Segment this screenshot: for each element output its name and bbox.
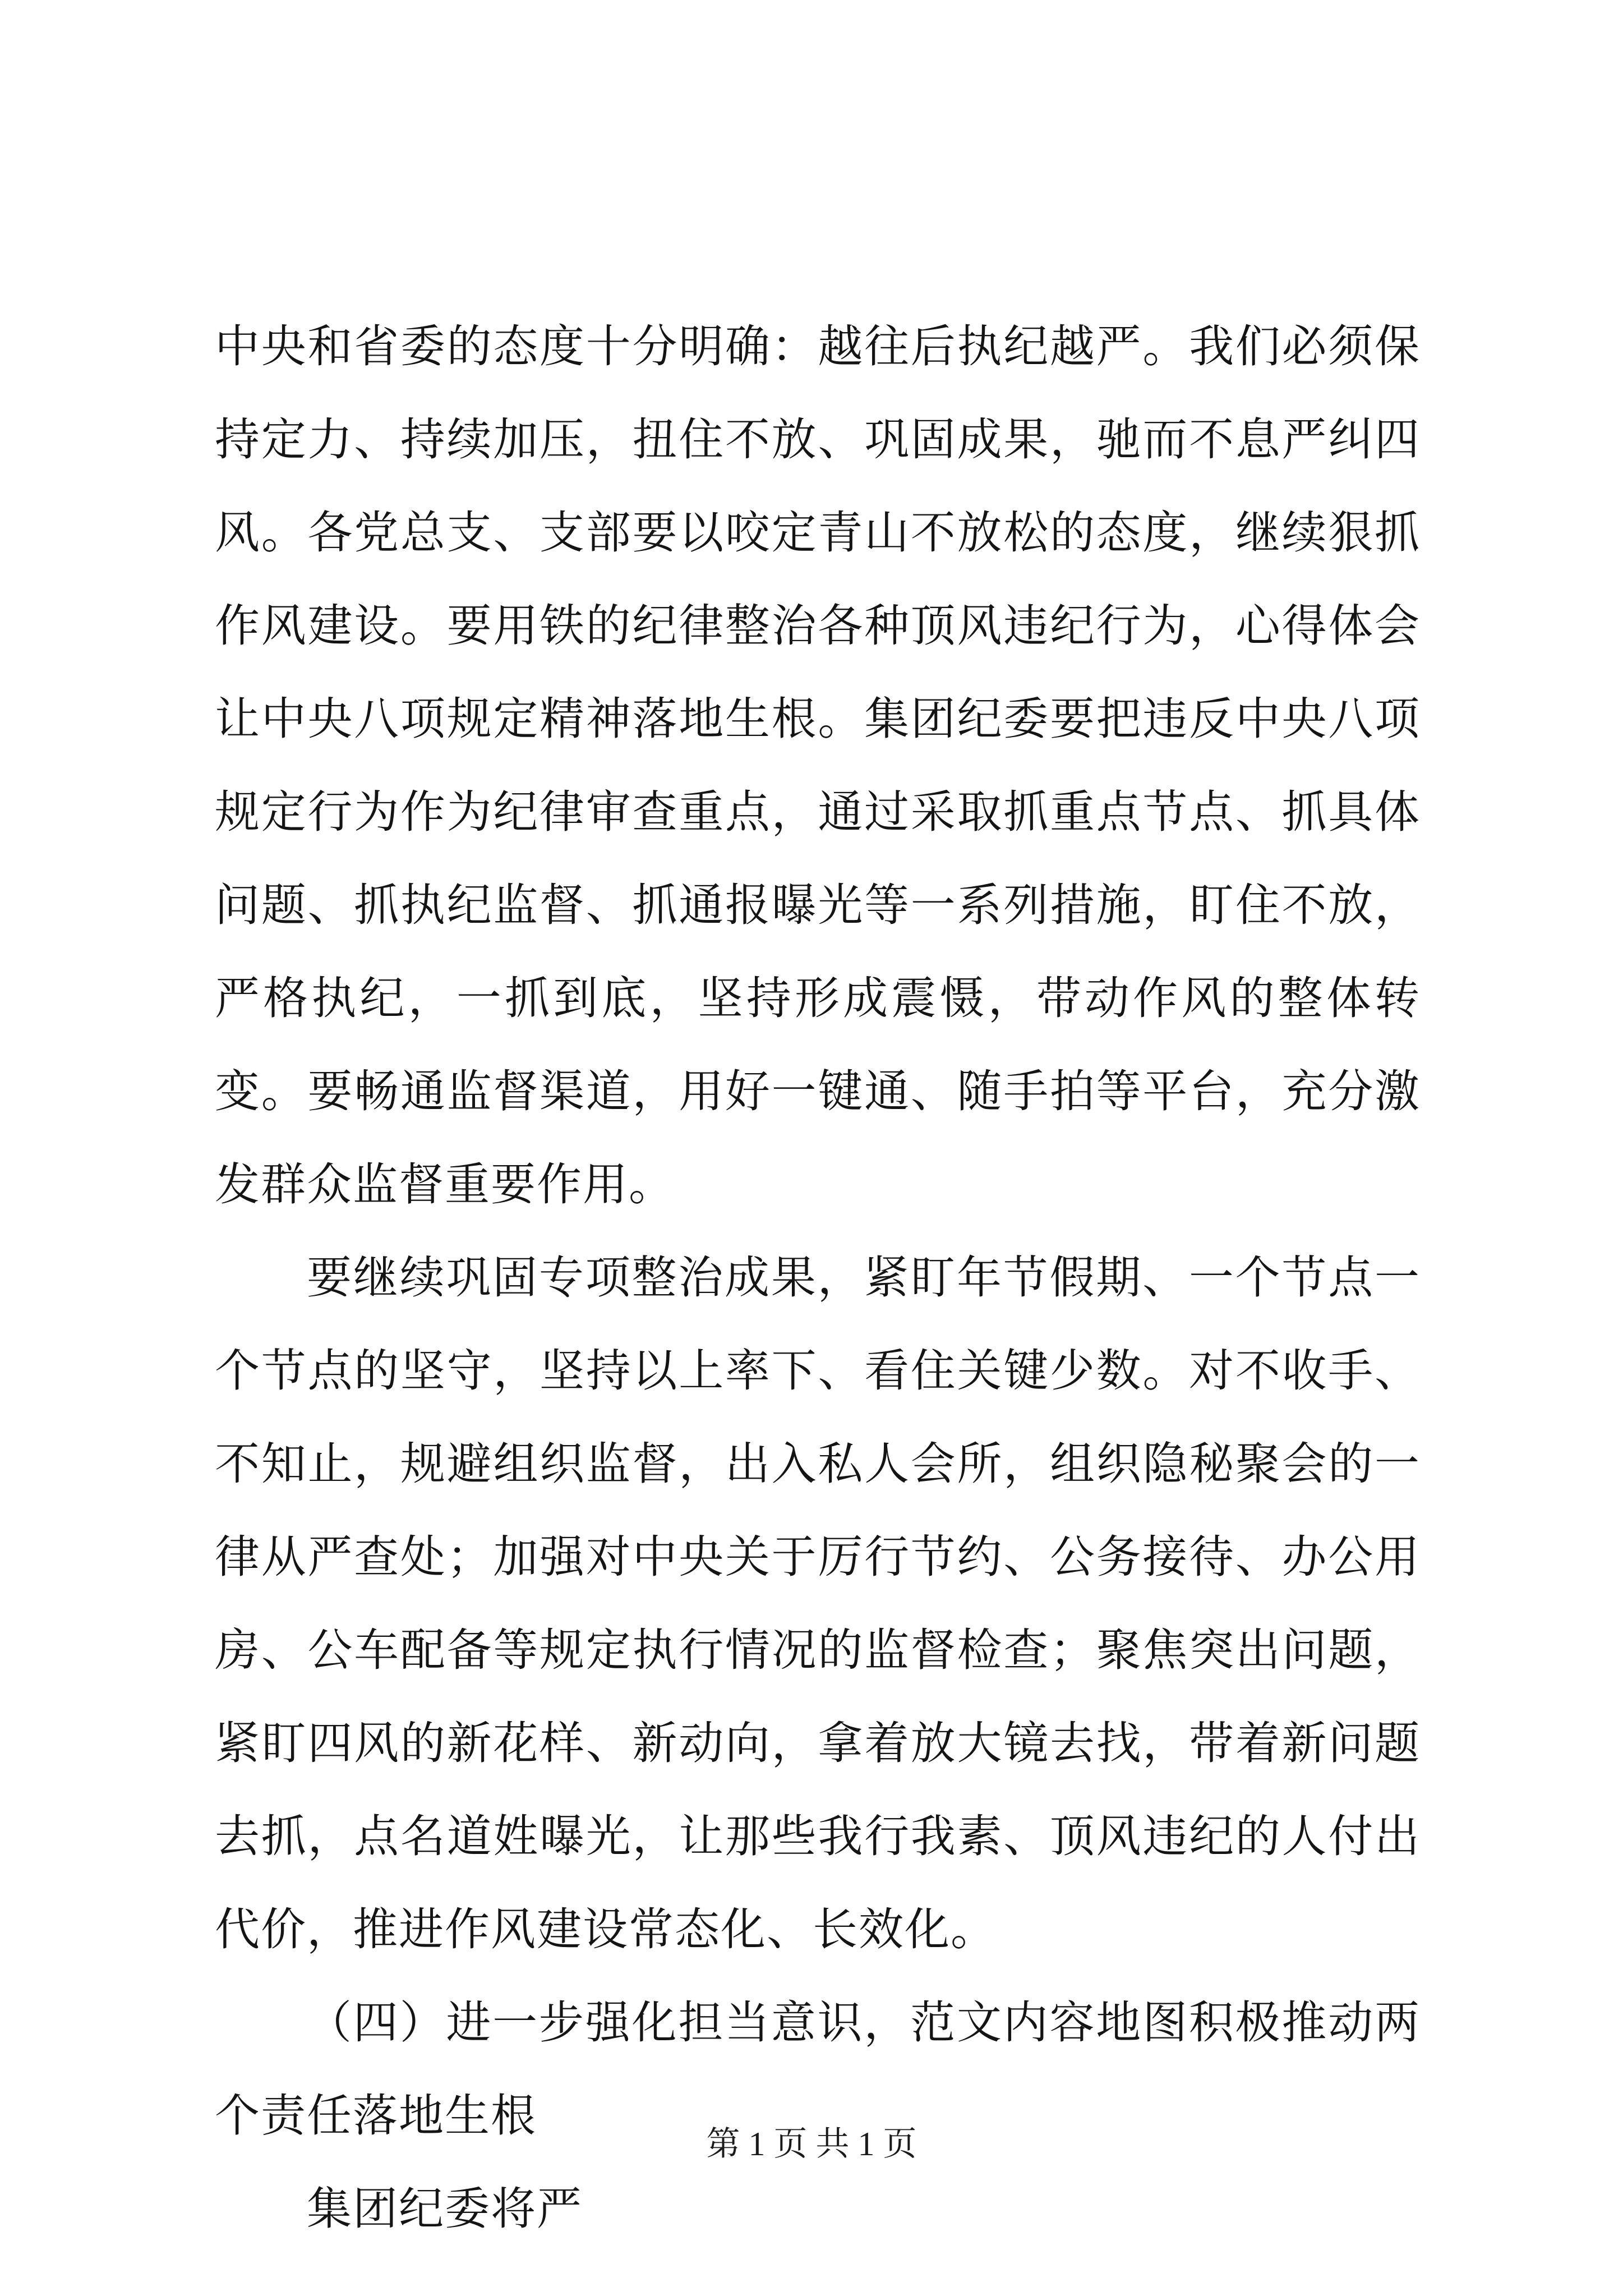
paragraph-rectification-results: 要继续巩固专项整治成果，紧盯年节假期、一个节点一个节点的坚守，坚持以上率下、看住关键少数。对不收手、不知止，规避组织监督，出入私人会所，组织隐秘聚会的一律从严查处；加强对中央关于厉行节约、公务接待、办公用房、公车配备等规定执行情况的监督检查；聚焦突出问题，紧盯四风的新花样、新动向，拿着放大镜去找，带着新问题去抓，点名道姓曝光，让那些我行我素、顶风违纪的人付出代价，推进作风建设常态化、长效化。 xyxy=(215,1251,1421,1955)
section-heading-four: （四）进一步强化担当意识，范文内容地图积极推动两个责任落地生根 xyxy=(215,1996,1421,2142)
paragraph-truncated: 集团纪委将严 xyxy=(307,2183,583,2235)
paragraph-discipline-stance: 中央和省委的态度十分明确：越往后执纪越严。我们必须保持定力、持续加压，扭住不放、巩固成果，驰而不息严纠四风。各党总支、支部要以咬定青山不放松的态度，继续狠抓作风建设。要用铁的纪律整治各种顶风违纪行为，心得体会让中央八项规定精神落地生根。集团纪委要把违反中央八项规定行为作为纪律审查重点，通过采取抓重点节点、抓具体问题、抓执纪监督、抓通报曝光等一系列措施，盯住不放，严格执纪，一抓到底，坚持形成震慑，带动作风的整体转变。要畅通监督渠道，用好一键通、随手拍等平台，充分激发群众监督重要作用。 xyxy=(215,320,1421,1211)
page-number-footer: 第 1 页 共 1 页 xyxy=(706,2125,917,2162)
document-body xyxy=(215,300,1421,2256)
